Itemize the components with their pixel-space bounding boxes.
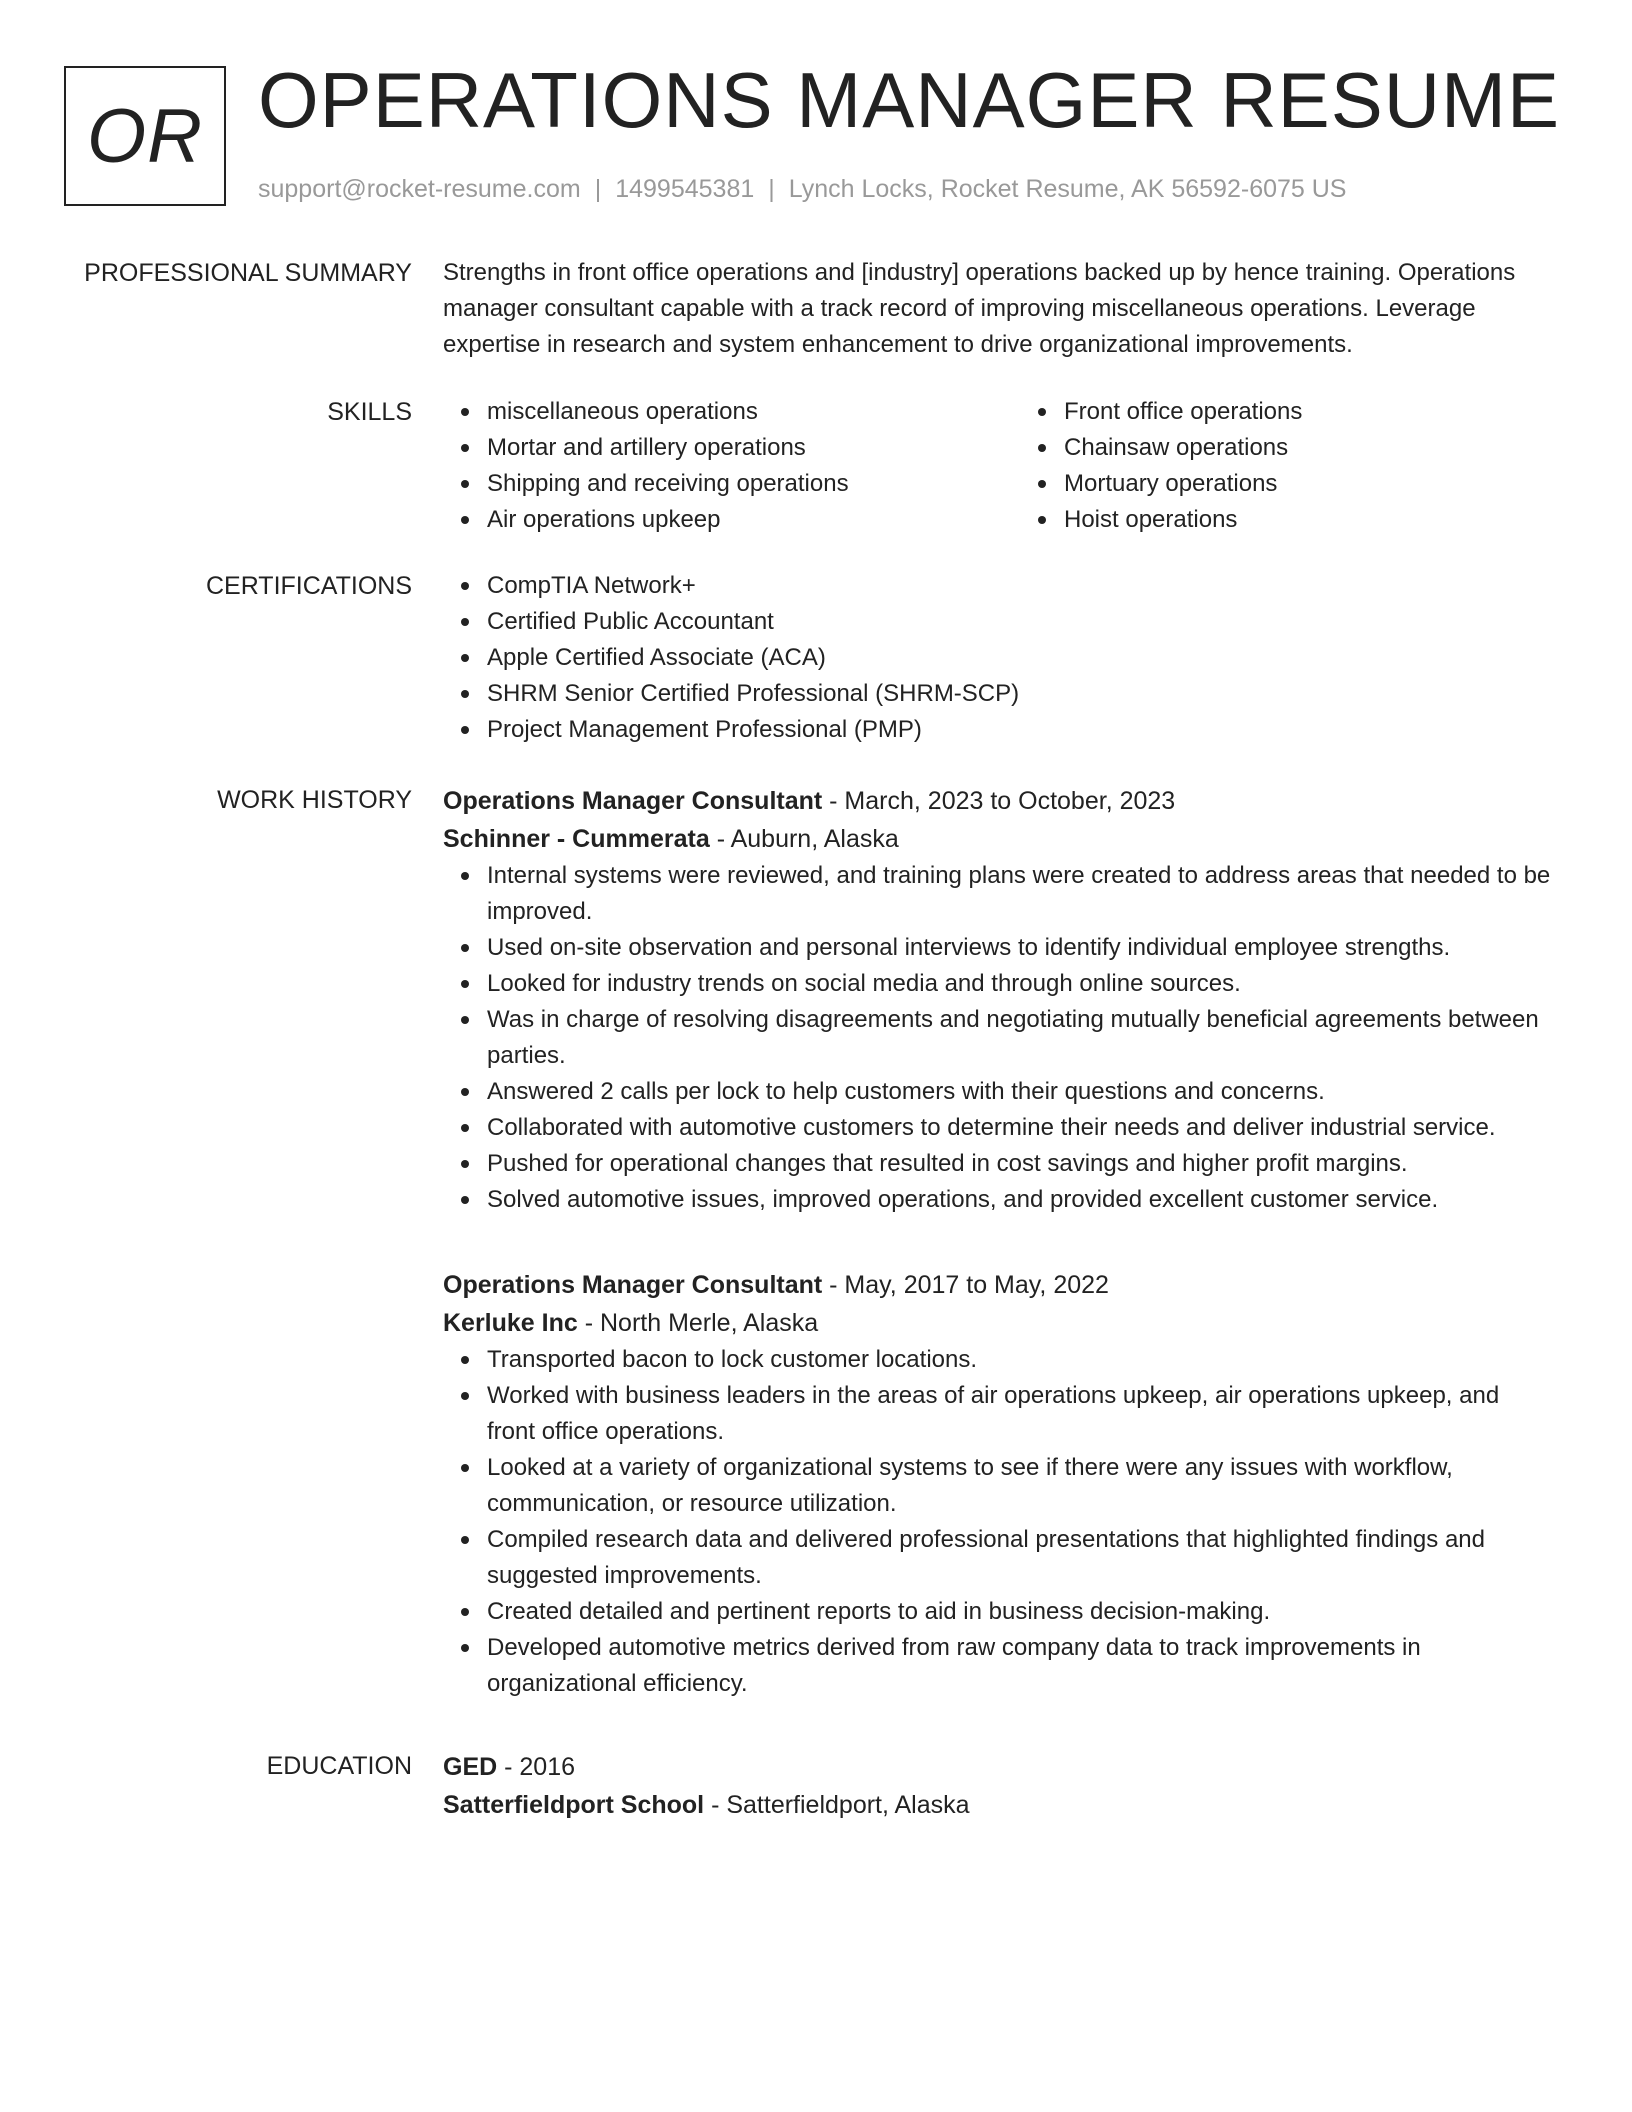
resume-title: OPERATIONS MANAGER RESUME xyxy=(258,56,1561,144)
section-label-skills: SKILLS xyxy=(327,398,412,426)
job-bullet: Compiled research data and delivered professional presentations that highlighted findings and suggested improvements. xyxy=(487,1522,1553,1594)
certifications-body xyxy=(443,568,1553,748)
job-bullet: Was in charge of resolving disagreements and negotiating mutually beneficial agreements between parties. xyxy=(487,1002,1553,1074)
skill-item: miscellaneous operations xyxy=(487,394,1020,430)
contact-separator: | xyxy=(594,175,602,203)
section-label-work-history: WORK HISTORY xyxy=(217,786,412,814)
education-school-line xyxy=(443,1786,1553,1824)
job-title-line xyxy=(443,782,1553,820)
monogram-logo: OR xyxy=(64,66,226,206)
job-bullet: Looked for industry trends on social media and through online sources. xyxy=(487,966,1553,1002)
contact-line xyxy=(258,172,1346,206)
job-company: Kerluke Inc xyxy=(443,1309,578,1337)
skill-item: Hoist operations xyxy=(1064,502,1553,538)
education-degree: GED xyxy=(443,1753,498,1781)
certification-item: Apple Certified Associate (ACA) xyxy=(487,640,1553,676)
skill-item: Shipping and receiving operations xyxy=(487,466,1020,502)
job-dates: - March, 2023 to October, 2023 xyxy=(822,787,1176,815)
job-bullet: Internal systems were reviewed, and training plans were created to address areas that needed to be improved. xyxy=(487,858,1553,930)
education-school: Satterfieldport School xyxy=(443,1791,705,1819)
certification-item: Certified Public Accountant xyxy=(487,604,1553,640)
summary-body xyxy=(443,255,1553,363)
contact-email: support@rocket-resume.com xyxy=(258,175,581,203)
job-bullet: Pushed for operational changes that resulted in cost savings and higher profit margins. xyxy=(487,1146,1553,1182)
job-dates: - May, 2017 to May, 2022 xyxy=(822,1271,1109,1299)
job-bullets xyxy=(443,1342,1553,1702)
certification-item: SHRM Senior Certified Professional (SHRM-SCP) xyxy=(487,676,1553,712)
job-bullets xyxy=(443,858,1553,1218)
certification-item: CompTIA Network+ xyxy=(487,568,1553,604)
skill-item: Front office operations xyxy=(1064,394,1553,430)
job-bullet: Developed automotive metrics derived from raw company data to track improvements in organizational efficiency. xyxy=(487,1630,1553,1702)
job-title: Operations Manager Consultant xyxy=(443,787,823,815)
skill-item: Mortar and artillery operations xyxy=(487,430,1020,466)
job-bullet: Used on-site observation and personal interviews to identify individual employee strengths. xyxy=(487,930,1553,966)
job-bullet: Answered 2 calls per lock to help customers with their questions and concerns. xyxy=(487,1074,1553,1110)
job-title-line xyxy=(443,1266,1553,1304)
education-degree-line xyxy=(443,1748,1553,1786)
contact-address: Lynch Locks, Rocket Resume, AK 56592-6075 US xyxy=(788,175,1347,203)
section-label-education: EDUCATION xyxy=(266,1752,412,1780)
skill-item: Air operations upkeep xyxy=(487,502,1020,538)
contact-separator: | xyxy=(768,175,775,203)
skill-item: Mortuary operations xyxy=(1064,466,1553,502)
job-entry xyxy=(443,1266,1553,1702)
job-company: Schinner - Cummerata xyxy=(443,825,710,853)
education-body xyxy=(443,1748,1553,1824)
job-company-line xyxy=(443,820,1553,858)
education-location: - Satterfieldport, Alaska xyxy=(704,1791,970,1819)
skills-grid xyxy=(443,394,1553,538)
skills-column-1 xyxy=(443,394,1020,538)
contact-phone: 1499545381 xyxy=(615,175,755,203)
job-bullet: Worked with business leaders in the areas of air operations upkeep, air operations upkeep, and front office operations. xyxy=(487,1378,1553,1450)
job-bullet: Solved automotive issues, improved operations, and provided excellent customer service. xyxy=(487,1182,1553,1218)
job-title: Operations Manager Consultant xyxy=(443,1271,823,1299)
job-bullet: Created detailed and pertinent reports to aid in business decision-making. xyxy=(487,1594,1553,1630)
section-label-certifications: CERTIFICATIONS xyxy=(205,572,412,600)
job-location: - Auburn, Alaska xyxy=(709,825,899,853)
education-year: - 2016 xyxy=(497,1753,576,1781)
job-location: - North Merle, Alaska xyxy=(577,1309,819,1337)
summary-text: Strengths in front office operations and [industry] operations backed up by hence training. Operations manager consultant capable with a track record of improving miscellaneous operations. Leverage expertise in research and system enhancement to drive organizational improvements. xyxy=(443,259,1516,358)
job-bullet: Collaborated with automotive customers to determine their needs and deliver industrial service. xyxy=(487,1110,1553,1146)
skills-column-2 xyxy=(1020,394,1553,538)
job-entry xyxy=(443,782,1553,1218)
certification-item: Project Management Professional (PMP) xyxy=(487,712,1553,748)
skill-item: Chainsaw operations xyxy=(1064,430,1553,466)
certifications-list xyxy=(443,568,1553,748)
job-bullet: Transported bacon to lock customer locations. xyxy=(487,1342,1553,1378)
job-company-line xyxy=(443,1304,1553,1342)
job-bullet: Looked at a variety of organizational systems to see if there were any issues with workflow, communication, or resource utilization. xyxy=(487,1450,1553,1522)
section-label-summary: PROFESSIONAL SUMMARY xyxy=(84,259,412,287)
